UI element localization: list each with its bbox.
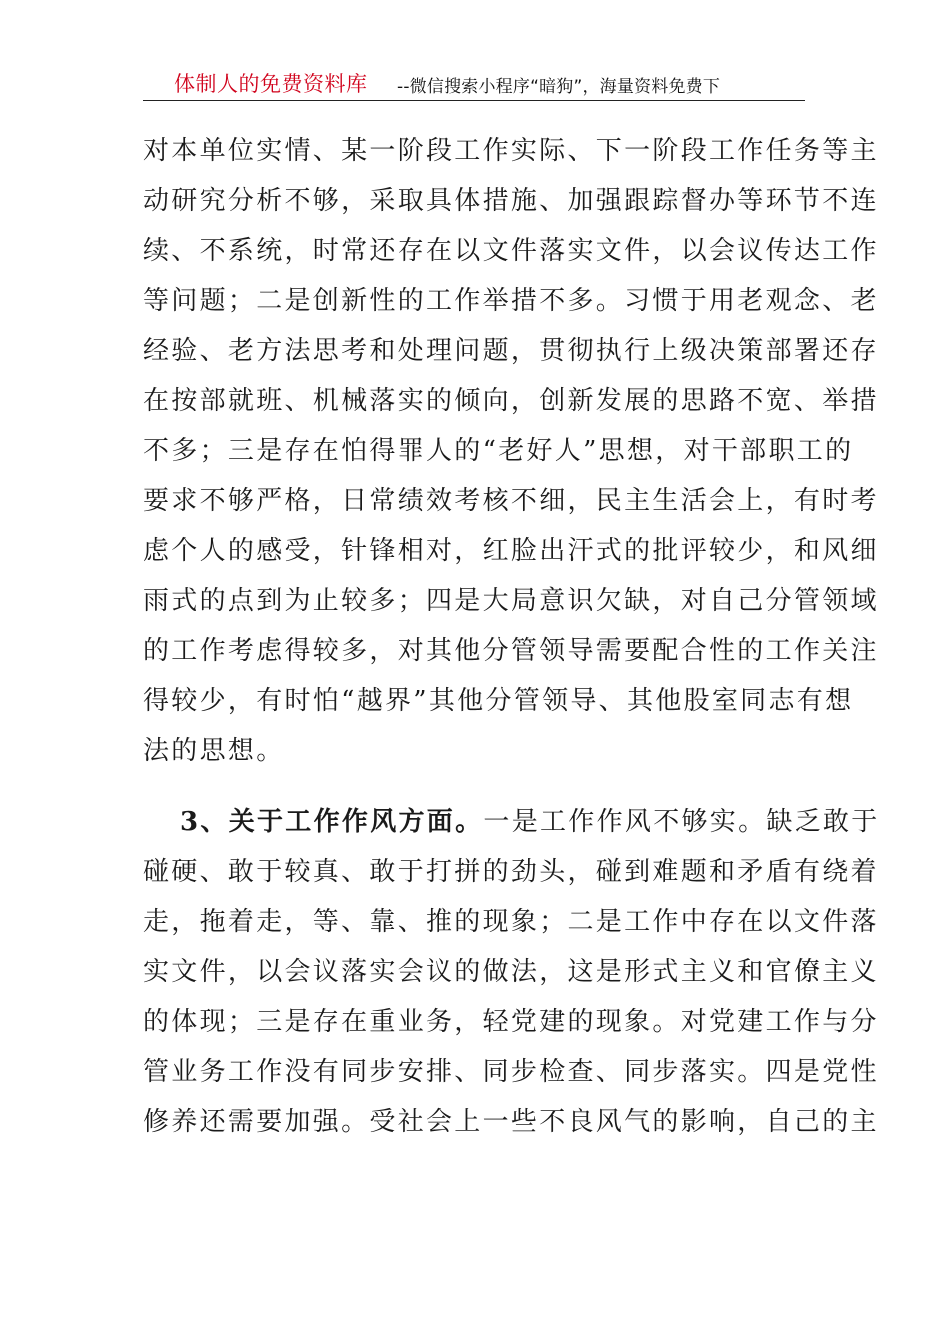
text-line: 虑个人的感受，针锋相对，红脸出汗式的批评较少，和风细 [143, 536, 879, 566]
text-line-first [143, 797, 880, 847]
text-line: 要求不够严格，日常绩效考核不细，民主生活会上，有时考 [143, 486, 879, 516]
text-line: 得较少，有时怕“越界”其他分管领导、其他股室同志有想 [143, 686, 854, 716]
text-line: 碰硬、敢于较真、敢于打拼的劲头，碰到难题和矛盾有绕着 [143, 857, 879, 887]
text-line: 实文件，以会议落实会议的做法，这是形式主义和官僚主义 [143, 957, 879, 987]
header-brand: 体制人的免费资料库 [174, 72, 368, 96]
section-text: 一是工作作风不够实。缺乏敢于 [483, 807, 880, 837]
paragraph-1 [143, 126, 879, 776]
text-line: 管业务工作没有同步安排、同步检查、同步落实。四是党性 [143, 1057, 879, 1087]
text-line: 走，拖着走，等、靠、推的现象；二是工作中存在以文件落 [143, 907, 879, 937]
text-line: 续、不系统，时常还存在以文件落实文件，以会议传达工作 [143, 236, 879, 266]
text-line: 不多；三是存在怕得罪人的“老好人”思想，对干部职工的 [143, 436, 854, 466]
page-header [143, 66, 805, 101]
text-line: 的工作考虑得较多，对其他分管领导需要配合性的工作关注 [143, 636, 879, 666]
text-line: 的体现；三是存在重业务，轻党建的现象。对党建工作与分 [143, 1007, 879, 1037]
text-line: 雨式的点到为止较多；四是大局意识欠缺，对自己分管领域 [143, 586, 879, 616]
document-body [143, 126, 880, 1147]
paragraph-2 [143, 797, 880, 1147]
text-line: 经验、老方法思考和处理问题，贯彻执行上级决策部署还存 [143, 336, 879, 366]
text-line: 法的思想。 [143, 736, 285, 766]
text-line: 等问题；二是创新性的工作举措不多。习惯于用老观念、老 [143, 286, 879, 316]
section-heading: 3、关于工作作风方面。 [180, 807, 484, 837]
paragraph-gap [143, 776, 813, 797]
header-subtitle: --微信搜索小程序“暗狗”，海量资料免费下 [397, 77, 721, 97]
text-line: 动研究分析不够，采取具体措施、加强跟踪督办等环节不连 [143, 186, 879, 216]
text-line: 在按部就班、机械落实的倾向，创新发展的思路不宽、举措 [143, 386, 879, 416]
text-line: 修养还需要加强。受社会上一些不良风气的影响，自己的主 [143, 1107, 879, 1137]
text-line: 对本单位实情、某一阶段工作实际、下一阶段工作任务等主 [143, 136, 879, 166]
